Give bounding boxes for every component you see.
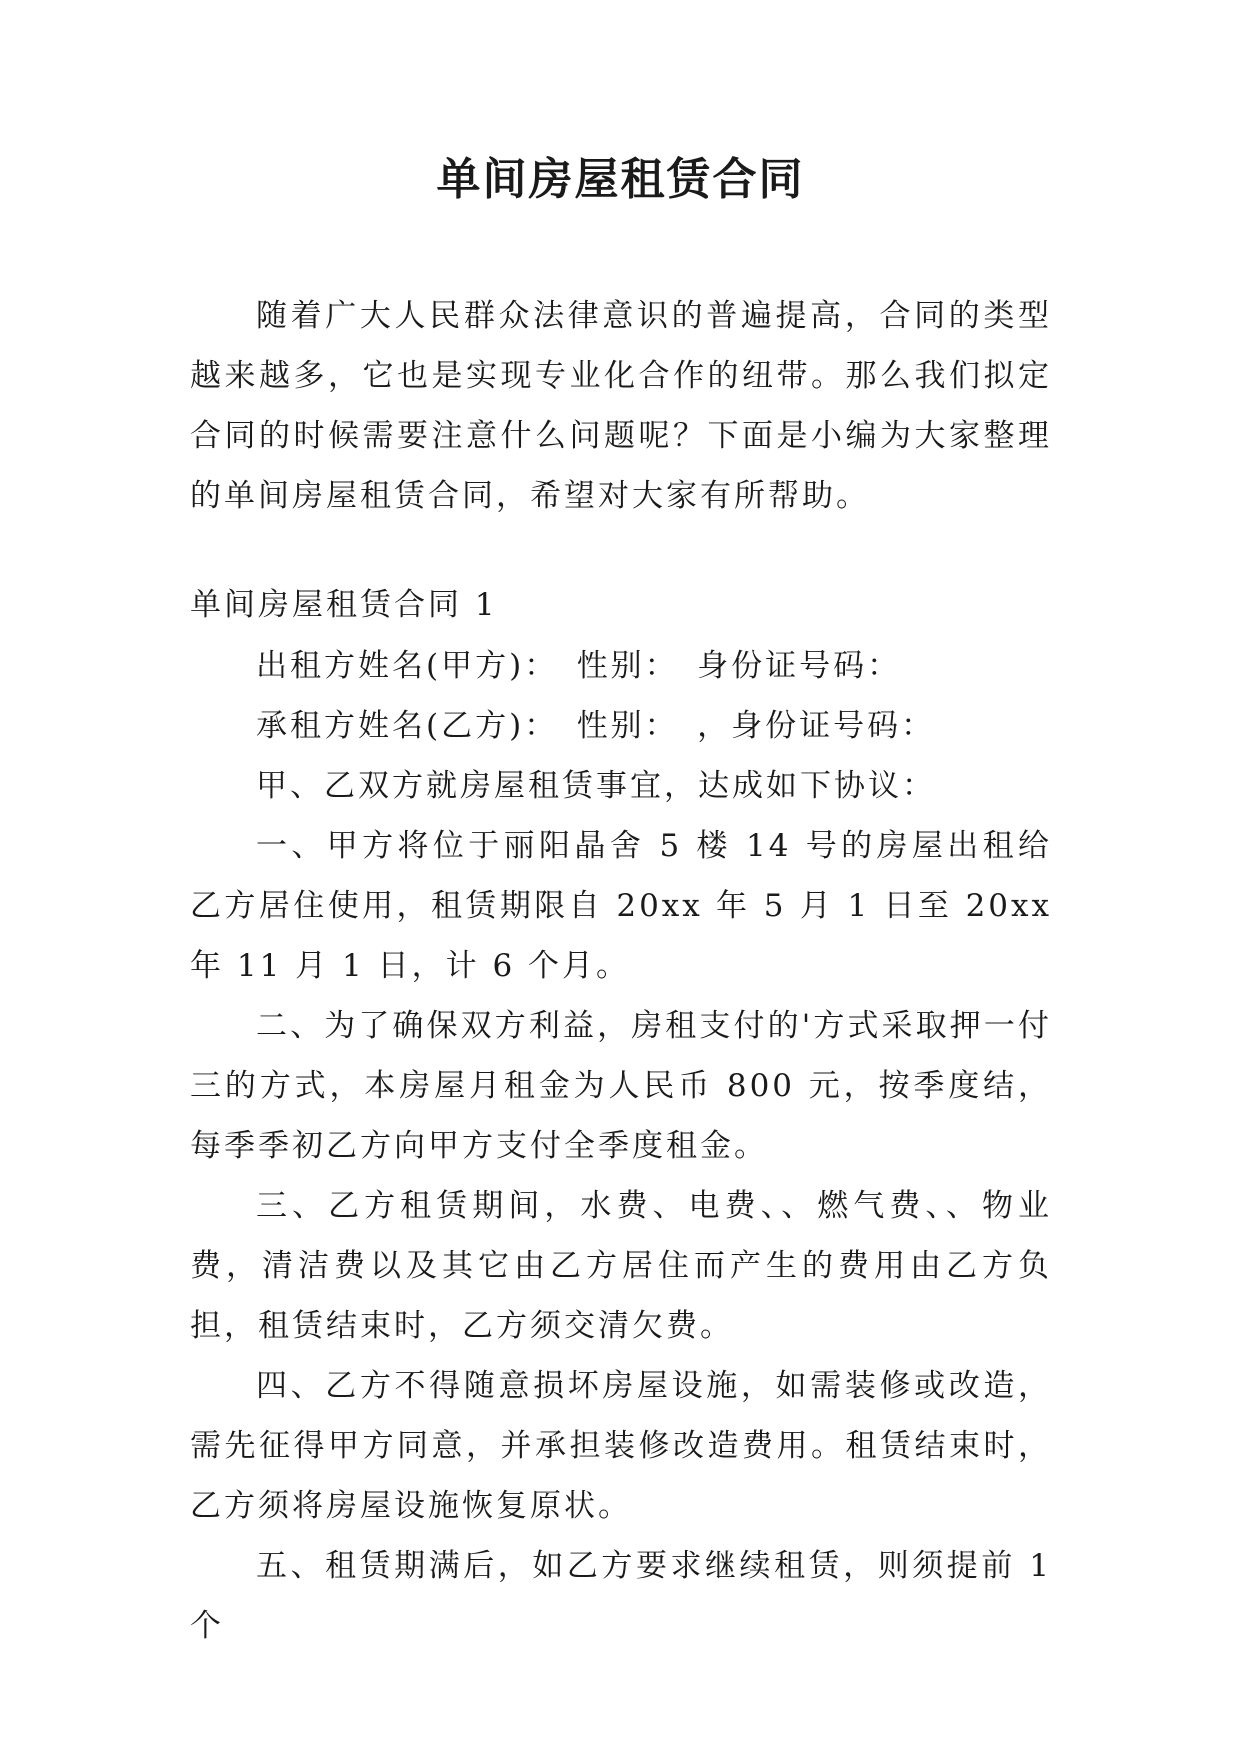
clause-3: 三、乙方租赁期间，水费、电费、、燃气费、、物业费，清洁费以及其它由乙方居住而产生的费用由乙方负担，租赁结束时，乙方须交清欠费。 [190,1188,1052,1344]
document-title: 单间房屋租赁合同 [436,154,805,205]
clause-2: 二、为了确保双方利益，房租支付的'方式采取押一付三的方式，本房屋月租金为人民币 800 元，按季度结，每季季初乙方向甲方支付全季度租金。 [190,1008,1052,1164]
clause-lessee-info: 承租方姓名(乙方)： 性别： ，身份证号码： [256,708,936,744]
section-heading: 单间房屋租赁合同 1 [190,587,498,623]
clause-lessor-info: 出租方姓名(甲方)： 性别： 身份证号码： [256,648,902,684]
clause-1: 一、甲方将位于丽阳晶舍 5 楼 14 号的房屋出租给乙方居住使用，租赁期限自 20xx 年 5 月 1 日至 20xx 年 11 月 1 日，计 6 个月。 [190,828,1052,984]
clause-5: 五、租赁期满后，如乙方要求继续租赁，则须提前 1 个 [190,1548,1052,1644]
intro-paragraph: 随着广大人民群众法律意识的普遍提高，合同的类型越来越多，它也是实现专业化合作的纽带。那么我们拟定合同的时候需要注意什么问题呢？下面是小编为大家整理的单间房屋租赁合同，希望对大家有所帮助。 [190,298,1052,514]
contract-clauses [190,636,1052,1656]
clause-agreement-intro: 甲、乙双方就房屋租赁事宜，达成如下协议： [256,768,936,804]
clause-4: 四、乙方不得随意损坏房屋设施，如需装修或改造，需先征得甲方同意，并承担装修改造费用。租赁结束时，乙方须将房屋设施恢复原状。 [190,1368,1052,1524]
